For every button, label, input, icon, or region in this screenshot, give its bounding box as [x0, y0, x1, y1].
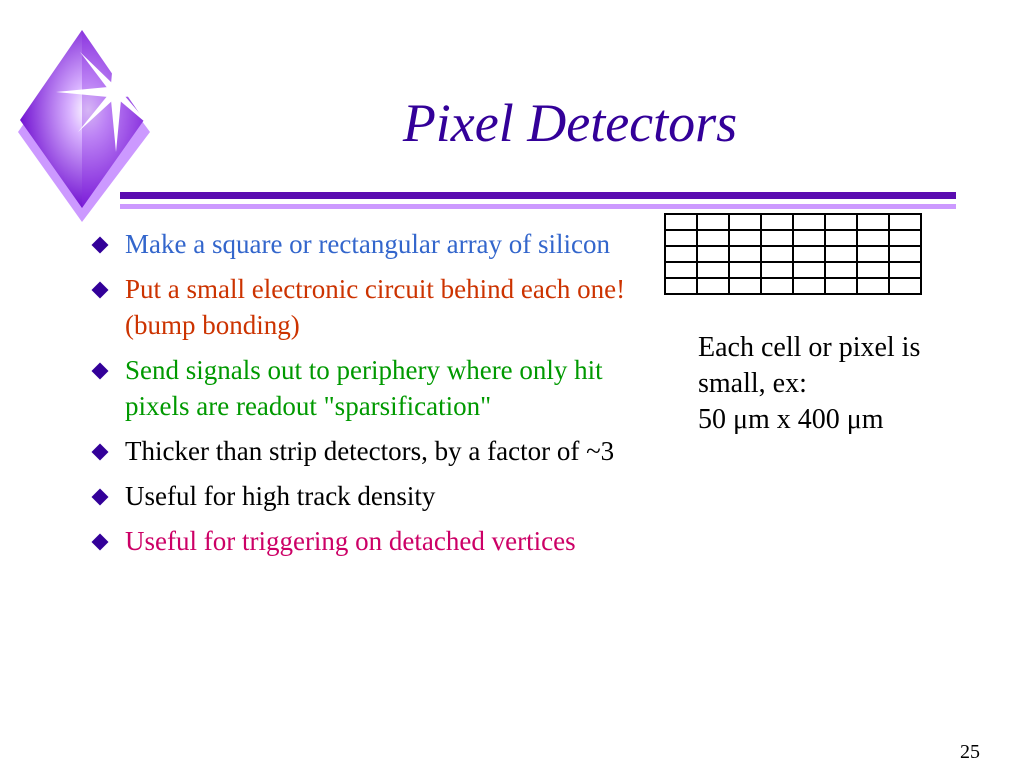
diamond-bullet-icon: [92, 363, 109, 380]
pixel-cell: [697, 278, 729, 294]
pixel-cell: [857, 230, 889, 246]
grid-row: [665, 246, 921, 262]
pixel-size-caption: [698, 330, 1018, 438]
pixel-cell: [697, 214, 729, 230]
pixel-cell: [889, 214, 921, 230]
grid-row: [665, 230, 921, 246]
bullet-list: [88, 226, 653, 568]
pixel-cell: [729, 214, 761, 230]
bullet-text: Make a square or rectangular array of silicon: [125, 229, 611, 259]
bullet-text: Send signals out to periphery where only hit pixels are readout "sparsification": [125, 355, 603, 421]
pixel-cell: [793, 214, 825, 230]
pixel-cell: [793, 246, 825, 262]
caption-line: small, ex:: [698, 368, 807, 399]
pixel-cell: [825, 230, 857, 246]
diamond-bullet-icon: [92, 534, 109, 551]
pixel-cell: [761, 214, 793, 230]
diamond-bullet-icon: [92, 237, 109, 254]
pixel-cell: [761, 278, 793, 294]
pixel-cell: [857, 246, 889, 262]
grid-row: [665, 214, 921, 230]
pixel-cell: [665, 214, 697, 230]
pixel-cell: [729, 278, 761, 294]
pixel-cell: [761, 230, 793, 246]
pixel-cell: [857, 262, 889, 278]
pixel-cell: [793, 278, 825, 294]
pixel-cell: [825, 214, 857, 230]
bullet-item: [88, 271, 653, 343]
pixel-cell: [697, 246, 729, 262]
slide-title: Pixel Detectors: [402, 93, 738, 153]
pixel-cell: [665, 230, 697, 246]
pixel-cell: [825, 246, 857, 262]
title-divider-accent: [120, 204, 956, 209]
pixel-cell: [729, 246, 761, 262]
bullet-item: [88, 226, 653, 262]
pixel-cell: [665, 278, 697, 294]
pixel-cell: [665, 262, 697, 278]
pixel-cell: [889, 262, 921, 278]
diamond-bullet-icon: [92, 489, 109, 506]
pixel-cell: [729, 230, 761, 246]
caption-line: 50 μm x 400 μm: [698, 404, 884, 435]
pixel-cell: [857, 214, 889, 230]
pixel-cell: [889, 278, 921, 294]
bullet-item: [88, 478, 653, 514]
pixel-cell: [889, 230, 921, 246]
bullet-item: [88, 352, 653, 424]
bullet-text: Thicker than strip detectors, by a factor of ~3: [125, 436, 615, 466]
pixel-cell: [793, 230, 825, 246]
pixel-cell: [729, 262, 761, 278]
pixel-cell: [889, 246, 921, 262]
bullet-text: Useful for high track density: [125, 481, 436, 511]
pixel-cell: [825, 262, 857, 278]
pixel-cell: [793, 262, 825, 278]
pixel-cell: [761, 262, 793, 278]
grid-row: [665, 262, 921, 278]
pixel-cell: [697, 230, 729, 246]
pixel-cell: [665, 246, 697, 262]
bullet-item: [88, 433, 653, 469]
pixel-cell: [857, 278, 889, 294]
pixel-array-grid: [664, 213, 922, 295]
bullet-item: [88, 523, 653, 559]
bullet-text: Useful for triggering on detached vertices: [125, 526, 576, 556]
caption-line: Each cell or pixel is: [698, 332, 921, 363]
page-number: 25: [960, 741, 980, 763]
pixel-cell: [761, 246, 793, 262]
grid-row: [665, 278, 921, 294]
pixel-cell: [825, 278, 857, 294]
diamond-bullet-icon: [92, 282, 109, 299]
pixel-cell: [697, 262, 729, 278]
diamond-bullet-icon: [92, 444, 109, 461]
title-divider: [120, 192, 956, 199]
bullet-text: Put a small electronic circuit behind each one! (bump bonding): [125, 274, 626, 340]
